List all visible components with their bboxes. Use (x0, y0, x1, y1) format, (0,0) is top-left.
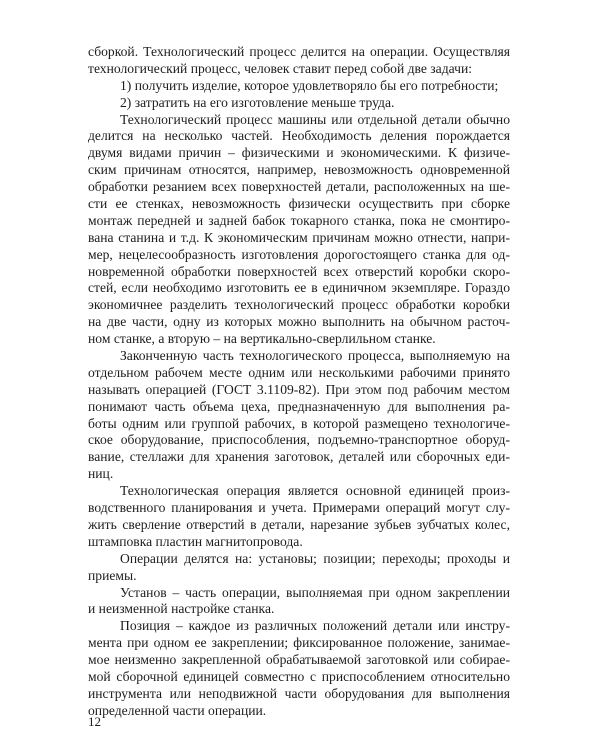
text-line: и неизменной настройке станка. (88, 601, 275, 617)
text-line: 1) получить изделие, которое удовлетворяло бы его потребности; (120, 77, 499, 93)
text-line: мое неизменно закрепленной обрабатываемой заготовкой или собирае- (88, 652, 510, 668)
text-line: ниц. (88, 466, 114, 482)
text-line: стей, если необходимо изготовить ее в единичном экземпляре. Гораздо (88, 280, 510, 296)
text-line: водственного планирования и учета. Примерами операций могут слу- (88, 500, 510, 516)
text-line: Установ – часть операции, выполняемая при одном закреплении (120, 584, 510, 600)
text-line: инструмента или неподвижной части оборудования для выполнения (88, 685, 510, 701)
text-line: новременной обработки поверхностей всех отверстий коробки скоро- (88, 263, 510, 279)
text-line: штамповка пластин магнитопровода. (88, 533, 303, 549)
text-line: двумя видами причин – физическими и экономическими. К физиче- (88, 145, 510, 161)
text-line: ское оборудование, приспособления, подъемно-транспортное оборуд- (88, 432, 510, 448)
page-body (88, 44, 510, 720)
text-line: вание, стеллажи для хранения заготовок, деталей или сборочных еди- (88, 449, 510, 465)
text-line: делится на несколько частей. Необходимость деления порождается (88, 128, 510, 144)
text-line: мента при одном ее закреплении; фиксированное положение, занимае- (88, 635, 510, 651)
text-line: экономичнее разделить технологический процесс обработки коробки (88, 297, 510, 313)
text-line: Позиция – каждое из различных положений детали или инстру- (120, 618, 510, 634)
text-line: Технологическая операция является основной единицей произ- (120, 483, 510, 499)
text-line: технологический процесс, человек ставит перед собой две задачи: (88, 60, 472, 76)
text-line: сти ее стенках, невозможность физически осуществить при сборке (88, 196, 510, 212)
text-line: 2) затратить на его изготовление меньше труда. (120, 94, 395, 110)
text-line: определенной части операции. (88, 702, 267, 718)
text-line: Операции делятся на: установы; позиции; переходы; проходы и (120, 550, 510, 566)
text-line: отдельном рабочем месте одним или несколькими рабочими принято (88, 364, 510, 380)
text-line: обработки резанием всех поверхностей детали, расположенных на ше- (88, 179, 510, 195)
text-line: жить сверление отверстий в детали, нарезание зубьев зубчатых колес, (88, 516, 510, 532)
text-line: называть операцией (ГОСТ 3.1109-82). При этом под рабочим местом (88, 381, 510, 397)
text-line: ном станке, а вторую – на вертикально-сверлильном станке. (88, 331, 436, 347)
text-line: монтаж передней и задней бабок токарного станка, пока не смонтиро- (88, 212, 510, 228)
text-line: понимают часть объема цеха, предназначенную для выполнения ра- (88, 398, 510, 414)
text-line: на две части, одну из которых можно выполнить на обычном расточ- (88, 314, 510, 330)
text-line: сборкой. Технологический процесс делится на операции. Осуществляя (88, 44, 510, 59)
text-line: ским причинам относятся, например, невозможность одновременной (88, 162, 510, 178)
text-line: приемы. (88, 567, 137, 583)
text-line: мер, нецелесообразность изготовления дорогостоящего станка для од- (88, 246, 510, 262)
page-number: 12 (88, 714, 101, 729)
text-line: вана станина и т.д. К экономическим причинам можно отнести, напри- (88, 229, 510, 245)
text-line: Технологический процесс машины или отдельной детали обычно (120, 111, 510, 127)
text-line: Законченную часть технологического процесса, выполняемую на (120, 348, 510, 364)
text-line: боты одним или группой рабочих, в которой размещено технологиче- (88, 415, 510, 431)
text-line: мой сборочной единицей совместно с приспособлением относительно (88, 668, 510, 684)
